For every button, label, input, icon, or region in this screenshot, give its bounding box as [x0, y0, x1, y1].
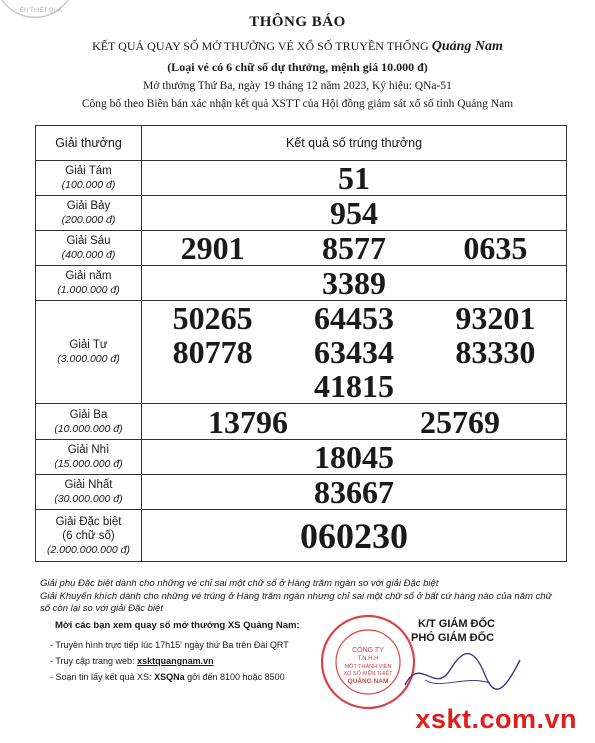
svg-text:CÔNG TY: CÔNG TY	[352, 647, 384, 654]
result-number: 25769	[420, 403, 500, 440]
svg-text:QUẢNG NAM: QUẢNG NAM	[347, 678, 389, 685]
result-number: 80778	[172, 334, 253, 370]
prize-name: Giải Bảy	[66, 200, 111, 212]
prize-amount: (100.000 đ)	[61, 179, 116, 191]
result-number: 8577	[321, 230, 386, 266]
document-subtitle	[0, 39, 595, 55]
prize-name: Giải năm	[65, 270, 112, 282]
prize-cell	[36, 475, 142, 510]
document-title: THÔNG BÁO	[249, 14, 346, 30]
contact-heading: Mời các bạn xem quay số mở thưởng XS Quảng Nam:	[55, 620, 300, 631]
result-number: 93201	[455, 300, 536, 336]
special-prize-number: 060230	[142, 510, 567, 562]
col-result-header: Kết quả số trúng thưởng	[142, 126, 567, 161]
table-row	[36, 510, 567, 562]
result-number: 2901	[180, 230, 245, 266]
table-row	[36, 161, 567, 196]
result-number: 0635	[463, 230, 528, 266]
result-cell	[142, 301, 567, 404]
prize-amount: (2.000.000.000 đ)	[47, 543, 130, 556]
prize-amount: (10.000.000 đ)	[54, 422, 123, 435]
prize-name: Giải Nhì	[67, 444, 110, 456]
prize-amount: (400.000 đ)	[61, 249, 116, 261]
results-table	[35, 125, 567, 562]
result-number: 51	[142, 161, 567, 196]
site-watermark: xskt.com.vn	[415, 704, 577, 734]
table-row	[36, 404, 567, 440]
prize-digits: (6 chữ số)	[62, 529, 115, 542]
result-number: 41815	[314, 368, 394, 404]
prize-name: Giải Tám	[65, 165, 112, 177]
ticket-note: (Loại vé có 6 chữ số dự thưởng, mệnh giá 10.000 đ)	[167, 60, 428, 74]
sms-code: XSQNa	[154, 672, 185, 682]
contact-sms	[50, 672, 285, 682]
contact-sms-label: - Soạn tin lấy kết quả XS:	[50, 672, 152, 682]
result-number: 13796	[208, 403, 288, 440]
result-number: 50265	[172, 300, 253, 336]
table-row	[36, 475, 567, 510]
prize-name: Giải Nhất	[64, 479, 113, 491]
signer-position: PHÓ GIÁM ĐỐC	[411, 632, 495, 644]
table-row	[36, 266, 567, 301]
prize-name: Giải Ba	[69, 408, 108, 421]
result-number: 18045	[142, 440, 567, 475]
draw-info: Mở thưởng Thứ Ba, ngày 19 tháng 12 năm 2023, Ký hiệu: QNa-51	[143, 80, 452, 92]
prize-amount: (3.000.000 đ)	[57, 353, 120, 365]
result-cell	[142, 231, 567, 266]
table-row	[36, 196, 567, 231]
prize-cell	[36, 231, 142, 266]
prize-cell	[36, 404, 142, 440]
col-prize-header: Giải thưởng	[36, 126, 142, 161]
prize-name: Giải Tư	[69, 339, 108, 351]
sub-prize-note: Giải phụ Đặc biệt dành cho những vé chỉ sai một chữ số ở Hàng trăm ngàn so với giải Đặc biệt	[40, 578, 439, 589]
table-row	[36, 301, 567, 404]
result-number: 954	[142, 196, 567, 231]
publish-info: Công bố theo Biên bản xác nhận kết quả XSTT của Hội đồng giám sát xổ số tỉnh Quảng Nam	[81, 98, 514, 110]
result-number: 83667	[142, 475, 567, 510]
prize-name: Giải Sáu	[66, 235, 111, 247]
svg-text:T.N.H.H: T.N.H.H	[357, 656, 379, 662]
website-link[interactable]: xsktquangnam.vn	[137, 656, 214, 666]
prize-name: Giải Đặc biệt	[55, 515, 122, 528]
prize-cell	[36, 196, 142, 231]
contact-web	[50, 656, 214, 666]
prize-amount: (1.000.000 đ)	[57, 284, 120, 296]
subtitle-province: Quảng Nam	[431, 39, 503, 54]
sms-rest: gởi đến 8100 hoặc 8500	[187, 672, 285, 682]
result-cell	[142, 404, 567, 440]
prize-cell	[36, 161, 142, 196]
prize-cell	[36, 266, 142, 301]
result-number: 83330	[455, 334, 536, 370]
signer-title: K/T GIÁM ĐỐC	[418, 618, 495, 630]
prize-cell	[36, 301, 142, 404]
prize-cell	[36, 440, 142, 475]
contact-web-label: - Truy cập trang web:	[50, 656, 135, 666]
contact-tv: - Truyền hình trực tiếp lúc 17h15' ngày thứ Ba trên Đài QRT	[50, 640, 289, 650]
table-row	[36, 440, 567, 475]
prize-amount: (30.000.000 đ)	[54, 493, 123, 505]
svg-text:XỔ SỐ KIẾN THIẾT: XỔ SỐ KIẾN THIẾT	[343, 671, 393, 677]
result-number: 63434	[313, 334, 394, 370]
prize-cell	[36, 510, 142, 562]
svg-text:MỘT THÀNH VIÊN: MỘT THÀNH VIÊN	[344, 664, 392, 670]
signature-icon	[395, 645, 525, 700]
prize-amount: (15.000.000 đ)	[54, 458, 123, 470]
consolation-note: Giải Khuyến khích dành cho những vé trúng ở Hàng trăm ngàn nhưng chỉ sai một chữ số ở bất cứ hàng nào của năm chữ số còn lại so với giải Đặc biệt	[40, 591, 552, 614]
result-number: 64453	[313, 300, 394, 336]
subtitle-text: KẾT QUẢ QUAY SỐ MỞ THƯỞNG VÉ XỔ SỐ TRUYỀN THỐNG	[92, 39, 429, 53]
table-row	[36, 231, 567, 266]
svg-text:ẾN THIẾT QUẢ: ẾN THIẾT QUẢ	[20, 8, 62, 14]
prize-amount: (200.000 đ)	[61, 214, 116, 226]
table-header-row	[36, 126, 567, 161]
result-number: 3389	[142, 266, 567, 301]
